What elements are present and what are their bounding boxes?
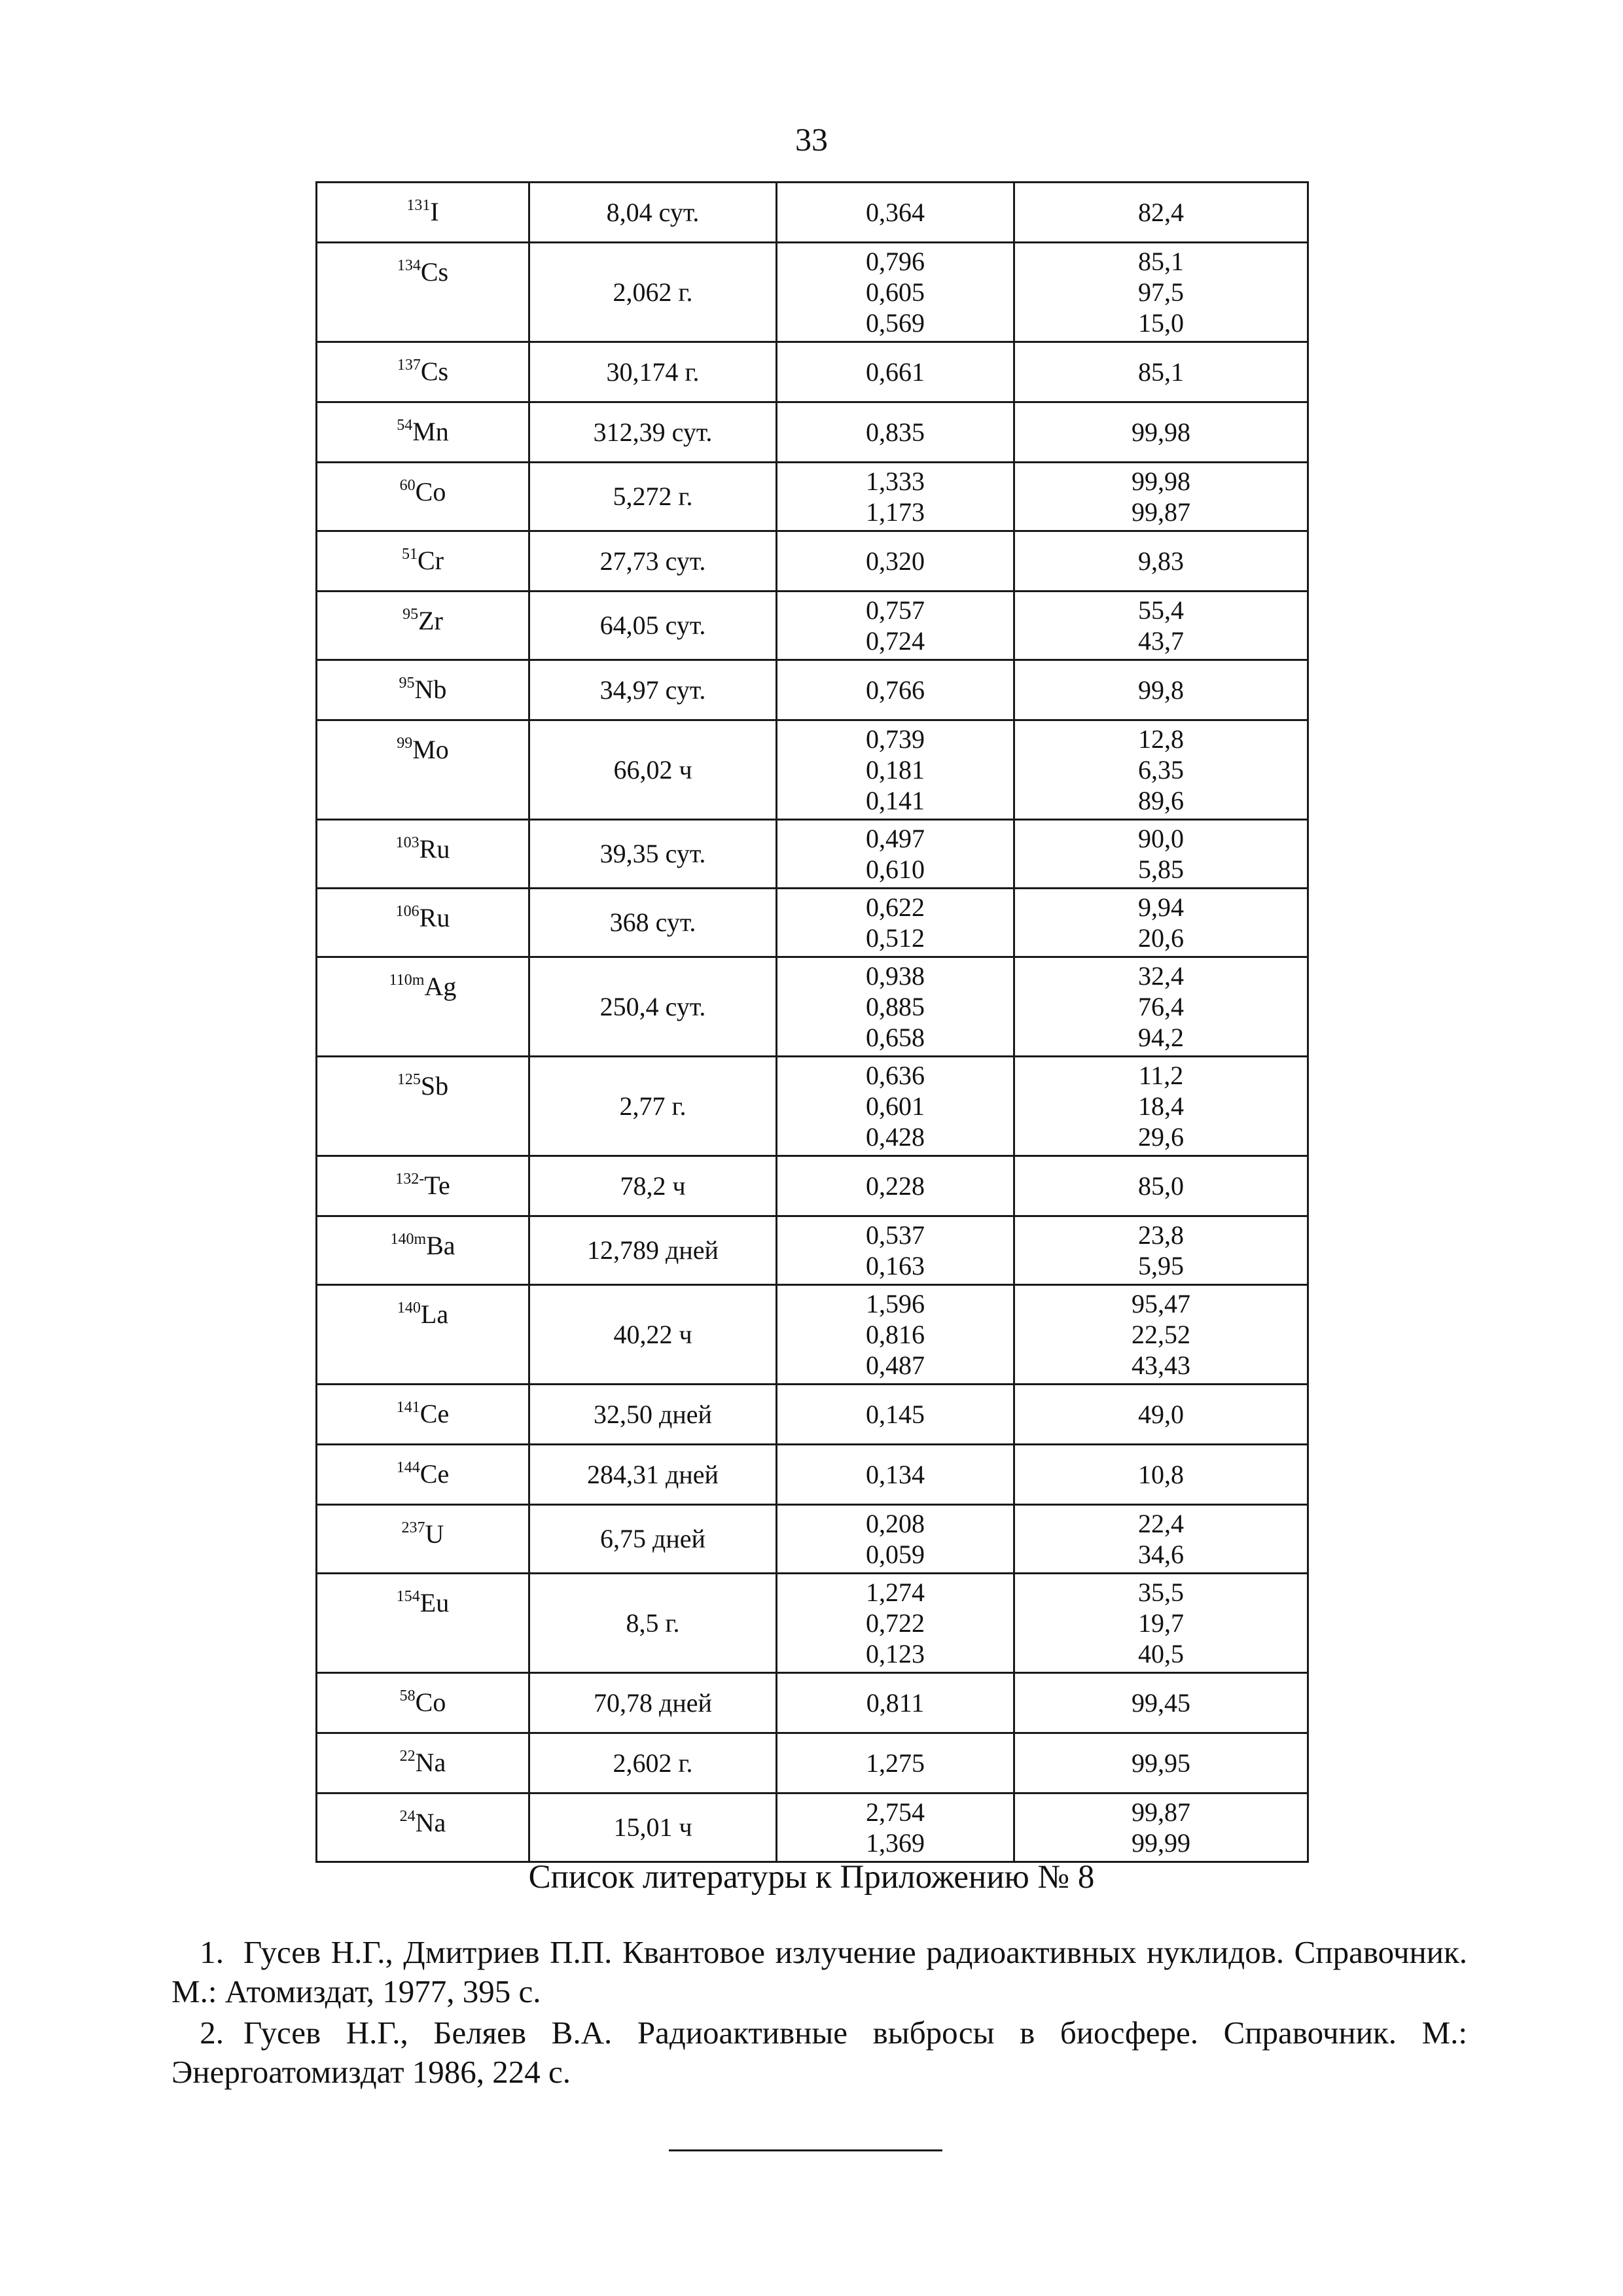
table-row — [317, 1673, 1308, 1733]
table-row — [317, 592, 1308, 660]
yield-cell — [1014, 183, 1308, 243]
energy-cell — [777, 889, 1014, 957]
yield-value: 22,4 — [1138, 1509, 1184, 1538]
element-symbol: Te — [424, 1171, 450, 1200]
mass-number: 131 — [406, 197, 431, 214]
table-row — [317, 1445, 1308, 1505]
nuclide-cell — [317, 1156, 529, 1216]
yield-value: 99,87 — [1132, 1797, 1190, 1827]
nuclide-cell — [317, 1057, 529, 1156]
nuclide-cell — [317, 531, 529, 592]
nuclide-table — [315, 181, 1309, 1863]
mass-number: 58 — [399, 1687, 416, 1704]
yield-cell — [1014, 1574, 1308, 1673]
mass-number: 140 — [397, 1299, 421, 1316]
nuclide-cell — [317, 820, 529, 889]
table-row — [317, 1057, 1308, 1156]
nuclide-cell — [317, 957, 529, 1057]
yield-value: 19,7 — [1138, 1608, 1184, 1638]
yield-cell — [1014, 820, 1308, 889]
energy-value: 1,274 — [866, 1578, 925, 1607]
nuclide-cell — [317, 1445, 529, 1505]
mass-number: 125 — [397, 1071, 421, 1088]
yield-value: 15,0 — [1138, 308, 1184, 338]
yield-value: 12,8 — [1138, 724, 1184, 754]
yield-value: 35,5 — [1138, 1578, 1184, 1607]
energy-value: 0,123 — [866, 1639, 925, 1669]
energy-value: 0,497 — [866, 824, 925, 853]
nuclide-cell — [317, 1793, 529, 1862]
element-symbol: Na — [415, 1808, 446, 1837]
energy-value: 0,059 — [866, 1540, 925, 1569]
half-life-cell: 250,4 сут. — [529, 957, 777, 1057]
element-symbol: Mo — [412, 735, 449, 764]
nuclide-cell — [317, 1733, 529, 1793]
table-row — [317, 660, 1308, 720]
energy-value: 0,605 — [866, 277, 925, 307]
half-life-cell: 32,50 дней — [529, 1385, 777, 1445]
half-life-cell: 30,174 г. — [529, 342, 777, 402]
energy-value: 0,796 — [866, 247, 925, 276]
mass-number: 144 — [396, 1459, 420, 1476]
yield-value: 10,8 — [1138, 1460, 1184, 1489]
yield-value: 85,1 — [1138, 357, 1184, 387]
mass-number: 137 — [397, 357, 421, 374]
mass-number: 24 — [399, 1808, 416, 1825]
energy-value: 0,722 — [866, 1608, 925, 1638]
energy-value: 2,754 — [866, 1797, 925, 1827]
half-life-cell: 6,75 дней — [529, 1505, 777, 1574]
yield-value: 5,95 — [1138, 1251, 1184, 1280]
energy-value: 1,275 — [866, 1748, 925, 1778]
yield-cell — [1014, 531, 1308, 592]
energy-cell — [777, 1733, 1014, 1793]
element-symbol: Cr — [418, 546, 444, 575]
element-symbol: Zr — [418, 606, 443, 635]
half-life-cell: 8,5 г. — [529, 1574, 777, 1673]
energy-cell — [777, 342, 1014, 402]
energy-value: 0,885 — [866, 992, 925, 1021]
energy-value: 0,181 — [866, 755, 925, 785]
yield-cell — [1014, 592, 1308, 660]
yield-cell — [1014, 1385, 1308, 1445]
half-life-cell: 40,22 ч — [529, 1285, 777, 1385]
references-title: Список литературы к Приложению № 8 — [528, 1859, 1095, 1896]
energy-value: 0,208 — [866, 1509, 925, 1538]
energy-cell — [777, 531, 1014, 592]
yield-value: 20,6 — [1138, 923, 1184, 953]
energy-value: 0,766 — [866, 675, 925, 705]
nuclide-cell — [317, 1574, 529, 1673]
half-life-cell: 12,789 дней — [529, 1216, 777, 1285]
energy-value: 0,724 — [866, 626, 925, 656]
yield-value: 94,2 — [1138, 1023, 1184, 1052]
energy-value: 0,512 — [866, 923, 925, 953]
energy-value: 0,487 — [866, 1351, 925, 1380]
energy-value: 0,811 — [866, 1688, 925, 1718]
table-row — [317, 1505, 1308, 1574]
mass-number: 106 — [395, 903, 419, 920]
yield-cell — [1014, 463, 1308, 531]
yield-cell — [1014, 720, 1308, 820]
mass-number: 103 — [395, 834, 419, 851]
mass-number: 60 — [399, 477, 416, 494]
yield-value: 99,95 — [1132, 1748, 1190, 1778]
energy-cell — [777, 1156, 1014, 1216]
energy-value: 0,163 — [866, 1251, 925, 1280]
table-row — [317, 889, 1308, 957]
half-life-cell: 2,062 г. — [529, 243, 777, 342]
energy-value: 0,145 — [866, 1400, 925, 1429]
yield-value: 99,45 — [1132, 1688, 1190, 1718]
element-symbol: Nb — [414, 675, 447, 704]
yield-value: 34,6 — [1138, 1540, 1184, 1569]
mass-number: 99 — [397, 735, 413, 752]
energy-value: 0,141 — [866, 786, 925, 815]
energy-value: 0,835 — [866, 417, 925, 447]
energy-cell — [777, 1057, 1014, 1156]
mass-number: 110m — [389, 972, 425, 989]
nuclide-cell — [317, 1673, 529, 1733]
energy-cell — [777, 402, 1014, 463]
yield-cell — [1014, 1156, 1308, 1216]
table-row — [317, 1156, 1308, 1216]
nuclide-cell — [317, 1216, 529, 1285]
energy-value: 0,364 — [866, 198, 925, 227]
yield-value: 89,6 — [1138, 786, 1184, 815]
reference-number: 2. — [200, 2015, 224, 2051]
element-symbol: Mn — [412, 417, 449, 446]
yield-cell — [1014, 1793, 1308, 1862]
yield-cell — [1014, 889, 1308, 957]
nuclide-cell — [317, 342, 529, 402]
yield-value: 82,4 — [1138, 198, 1184, 227]
energy-value: 0,622 — [866, 892, 925, 922]
mass-number: 237 — [401, 1519, 425, 1536]
energy-value: 1,333 — [866, 467, 925, 496]
nuclide-cell — [317, 183, 529, 243]
energy-value: 0,658 — [866, 1023, 925, 1052]
element-symbol: Ru — [419, 903, 450, 932]
half-life-cell: 312,39 сут. — [529, 402, 777, 463]
energy-cell — [777, 720, 1014, 820]
reference-item — [171, 2013, 1467, 2092]
yield-value: 99,98 — [1132, 417, 1190, 447]
half-life-cell: 39,35 сут. — [529, 820, 777, 889]
yield-value: 99,99 — [1132, 1828, 1190, 1858]
element-symbol: Ru — [419, 834, 450, 864]
yield-value: 40,5 — [1138, 1639, 1184, 1669]
energy-cell — [777, 1445, 1014, 1505]
mass-number: 141 — [396, 1399, 420, 1416]
table-row — [317, 463, 1308, 531]
yield-cell — [1014, 342, 1308, 402]
yield-value: 99,98 — [1132, 467, 1190, 496]
yield-value: 32,4 — [1138, 961, 1184, 991]
yield-value: 18,4 — [1138, 1091, 1184, 1121]
table-row — [317, 1285, 1308, 1385]
half-life-cell: 2,77 г. — [529, 1057, 777, 1156]
yield-cell — [1014, 1673, 1308, 1733]
mass-number: 154 — [396, 1588, 420, 1605]
yield-value: 85,1 — [1138, 247, 1184, 276]
yield-value: 9,83 — [1138, 546, 1184, 576]
energy-cell — [777, 592, 1014, 660]
energy-cell — [777, 1216, 1014, 1285]
mass-number: 134 — [397, 257, 421, 274]
table-row — [317, 820, 1308, 889]
yield-value: 76,4 — [1138, 992, 1184, 1021]
nuclide-cell — [317, 592, 529, 660]
mass-number: 22 — [399, 1748, 416, 1765]
half-life-cell: 5,272 г. — [529, 463, 777, 531]
nuclide-cell — [317, 889, 529, 957]
half-life-cell: 78,2 ч — [529, 1156, 777, 1216]
half-life-cell: 27,73 сут. — [529, 531, 777, 592]
element-symbol: U — [425, 1519, 444, 1549]
yield-value: 43,7 — [1138, 626, 1184, 656]
energy-cell — [777, 1574, 1014, 1673]
mass-number: 54 — [397, 417, 413, 434]
half-life-cell: 15,01 ч — [529, 1793, 777, 1862]
energy-value: 0,938 — [866, 961, 925, 991]
energy-value: 0,739 — [866, 724, 925, 754]
nuclide-cell — [317, 402, 529, 463]
table-row — [317, 531, 1308, 592]
energy-value: 1,596 — [866, 1289, 925, 1318]
energy-value: 0,320 — [866, 546, 925, 576]
energy-value: 1,173 — [866, 497, 925, 527]
half-life-cell: 66,02 ч — [529, 720, 777, 820]
element-symbol: Sb — [420, 1071, 449, 1101]
energy-value: 0,601 — [866, 1091, 925, 1121]
yield-cell — [1014, 1445, 1308, 1505]
energy-cell — [777, 957, 1014, 1057]
element-symbol: Ba — [426, 1231, 455, 1260]
energy-cell — [777, 1505, 1014, 1574]
energy-cell — [777, 1673, 1014, 1733]
element-symbol: Cs — [420, 357, 449, 386]
element-symbol: La — [420, 1299, 449, 1329]
table-row — [317, 243, 1308, 342]
yield-cell — [1014, 402, 1308, 463]
energy-cell — [777, 243, 1014, 342]
table-row — [317, 1574, 1308, 1673]
energy-value: 0,228 — [866, 1171, 925, 1201]
yield-value: 23,8 — [1138, 1220, 1184, 1250]
yield-value: 9,94 — [1138, 892, 1184, 922]
yield-value: 43,43 — [1132, 1351, 1190, 1380]
energy-cell — [777, 463, 1014, 531]
element-symbol: I — [430, 197, 439, 226]
yield-cell — [1014, 243, 1308, 342]
nuclide-cell — [317, 1505, 529, 1574]
table-row — [317, 1733, 1308, 1793]
yield-value: 99,87 — [1132, 497, 1190, 527]
reference-text: Гусев Н.Г., Беляев В.А. Радиоактивные выбросы в биосфере. Справочник. М.: Энергоатомиздат 1986, 224 с. — [171, 2015, 1467, 2090]
energy-value: 1,369 — [866, 1828, 925, 1858]
energy-value: 0,661 — [866, 357, 925, 387]
yield-cell — [1014, 660, 1308, 720]
yield-value: 95,47 — [1132, 1289, 1190, 1318]
nuclide-cell — [317, 243, 529, 342]
reference-text: Гусев Н.Г., Дмитриев П.П. Квантовое излучение радиоактивных нуклидов. Справочник. М.: Атомиздат, 1977, 395 с. — [171, 1934, 1467, 2009]
energy-value: 0,537 — [866, 1220, 925, 1250]
half-life-cell: 70,78 дней — [529, 1673, 777, 1733]
yield-value: 5,85 — [1138, 855, 1184, 884]
nuclide-cell — [317, 1385, 529, 1445]
table-row — [317, 1216, 1308, 1285]
yield-cell — [1014, 1057, 1308, 1156]
energy-cell — [777, 1285, 1014, 1385]
half-life-cell: 2,602 г. — [529, 1733, 777, 1793]
closing-divider — [669, 2149, 942, 2151]
half-life-cell: 34,97 сут. — [529, 660, 777, 720]
yield-value: 11,2 — [1138, 1061, 1184, 1090]
energy-value: 0,636 — [866, 1061, 925, 1090]
element-symbol: Cs — [420, 257, 449, 287]
element-symbol: Na — [415, 1748, 446, 1777]
half-life-cell: 64,05 сут. — [529, 592, 777, 660]
mass-number: 95 — [399, 675, 415, 692]
mass-number: 95 — [402, 606, 419, 623]
half-life-cell: 284,31 дней — [529, 1445, 777, 1505]
nuclide-cell — [317, 463, 529, 531]
mass-number: 140m — [390, 1231, 427, 1248]
yield-value: 6,35 — [1138, 755, 1184, 785]
element-symbol: Co — [415, 1687, 446, 1717]
yield-value: 99,8 — [1138, 675, 1184, 705]
element-symbol: Ag — [424, 972, 457, 1001]
yield-value: 22,52 — [1132, 1320, 1190, 1349]
element-symbol: Co — [415, 477, 446, 506]
yield-value: 97,5 — [1138, 277, 1184, 307]
yield-value: 49,0 — [1138, 1400, 1184, 1429]
reference-number: 1. — [200, 1934, 224, 1970]
yield-value: 29,6 — [1138, 1122, 1184, 1152]
energy-value: 0,569 — [866, 308, 925, 338]
element-symbol: Ce — [419, 1399, 450, 1428]
energy-cell — [777, 183, 1014, 243]
yield-cell — [1014, 1505, 1308, 1574]
mass-number: 132- — [395, 1171, 425, 1188]
page-number: 33 — [795, 121, 828, 158]
table-row — [317, 720, 1308, 820]
yield-cell — [1014, 1285, 1308, 1385]
yield-value: 90,0 — [1138, 824, 1184, 853]
energy-value: 0,428 — [866, 1122, 925, 1152]
nuclide-cell — [317, 720, 529, 820]
yield-value: 55,4 — [1138, 595, 1184, 625]
energy-cell — [777, 660, 1014, 720]
energy-value: 0,816 — [866, 1320, 925, 1349]
table-row — [317, 183, 1308, 243]
energy-value: 0,757 — [866, 595, 925, 625]
half-life-cell: 8,04 сут. — [529, 183, 777, 243]
table-row — [317, 957, 1308, 1057]
table-row — [317, 1385, 1308, 1445]
element-symbol: Ce — [419, 1459, 450, 1489]
energy-cell — [777, 1385, 1014, 1445]
mass-number: 51 — [402, 546, 418, 563]
half-life-cell: 368 сут. — [529, 889, 777, 957]
reference-item — [171, 1933, 1467, 2011]
nuclide-cell — [317, 1285, 529, 1385]
energy-cell — [777, 1793, 1014, 1862]
element-symbol: Eu — [419, 1588, 450, 1617]
table-row — [317, 402, 1308, 463]
yield-value: 85,0 — [1138, 1171, 1184, 1201]
nuclide-table-body — [317, 183, 1308, 1862]
table-row — [317, 1793, 1308, 1862]
nuclide-cell — [317, 660, 529, 720]
energy-cell — [777, 820, 1014, 889]
energy-value: 0,610 — [866, 855, 925, 884]
yield-cell — [1014, 957, 1308, 1057]
energy-value: 0,134 — [866, 1460, 925, 1489]
yield-cell — [1014, 1733, 1308, 1793]
table-row — [317, 342, 1308, 402]
yield-cell — [1014, 1216, 1308, 1285]
